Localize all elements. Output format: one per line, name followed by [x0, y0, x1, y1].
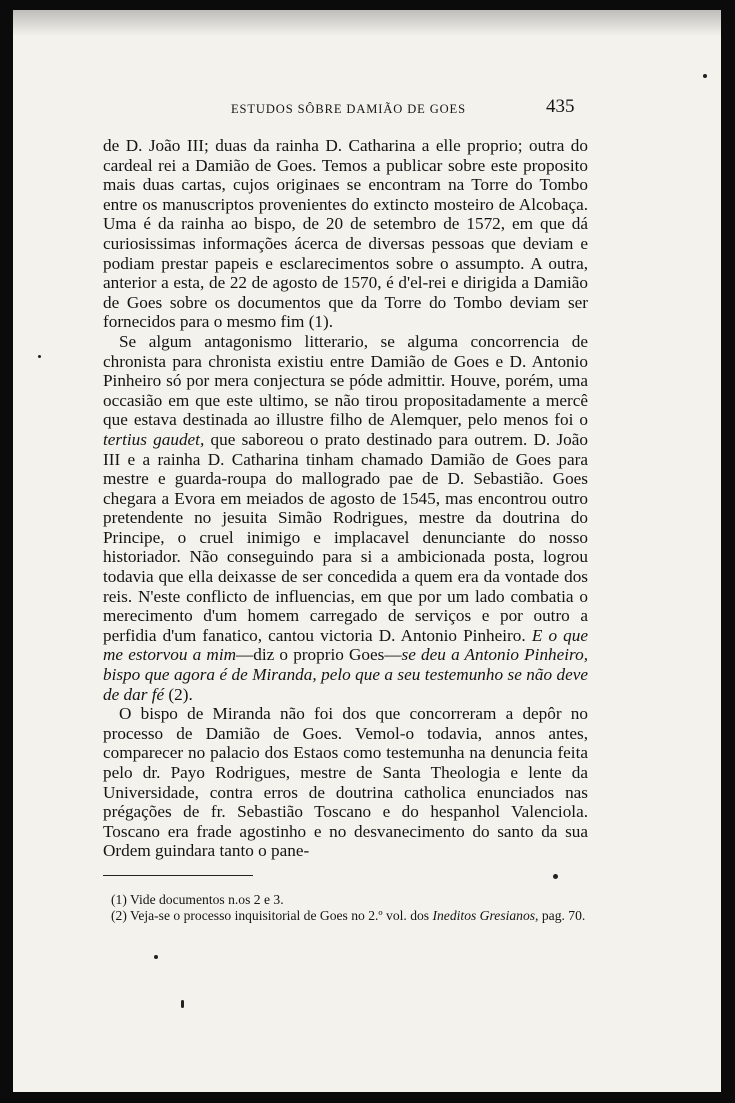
- italic-run: Ineditos Gresianos,: [432, 908, 539, 923]
- text-run: pag. 70.: [538, 908, 586, 923]
- page-header: [13, 96, 721, 124]
- text-run: (2) Veja-se o processo inquisitorial de Goes no 2.º vol. dos: [111, 908, 433, 923]
- ink-speck: [553, 874, 558, 879]
- footnote-rule: [103, 875, 253, 876]
- text-run: Se algum antagonismo litterario, se alguma concorrencia de chronista para chronista existiu entre Damião de Goes e D. Antonio Pinheiro só por mera conjectura se póde admittir. Houve, porém, uma occasião em que este ultimo, se não tirou propositadamente a mercê que estava destinada ao illustre filho de Alemquer, pelo menos foi o: [103, 331, 588, 430]
- text-run: de D. João III; duas da rainha D. Catharina a elle proprio; outra do cardeal rei a Damião de Goes. Temos a publicar sobre este proposito mais duas cartas, cujos originaes se encontram na Torre do Tombo entre os manuscriptos provenientes do extincto mosteiro de Alcobaça. Uma é da rainha ao bispo, de 20 de setembro de 1572, em que dá curiosissimas informações ácerca de diversas pessoas que deviam e podiam prestar papeis e esclarecimentos sobre o assumpto. A outra, anterior a esta, de 22 de agosto de 1570, é d'el-rei e dirigida a Damião de Goes sobre os documentos que da Torre do Tombo deviam ser fornecidos para o mesmo fim (1).: [103, 136, 588, 332]
- text-run: O bispo de Miranda não foi dos que concorreram a depôr no processo de Damião de Goes. Vemol-o todavia, annos antes, comparecer no palacio dos Estaos como testemunha na denuncia feita pelo dr. Payo Rodrigues, mestre de Santa Theologia e lente da Universidade, contra erros de doutrina catholica enunciados nas prégações de fr. Sebastião Toscano e do hespanhol Valenciola. Toscano era frade agostinho e no desvanecimento do santo da sua Ordem guindara tanto o pane-: [103, 704, 588, 861]
- body-text: [103, 136, 588, 861]
- book-page: [13, 10, 721, 1092]
- footnote: [103, 892, 588, 908]
- text-run: (1) Vide documentos n.os 2 e 3.: [111, 892, 284, 907]
- footnotes: [103, 892, 588, 924]
- italic-run: E o que me estorvou a mim: [103, 625, 588, 665]
- ink-speck: [181, 1000, 184, 1008]
- footnote: [103, 908, 588, 924]
- text-run: que saboreou o prato destinado para outrem. D. João III e a rainha D. Catharina tinham chamado Damião de Goes para mestre e guarda-roupa do mallogrado pae de D. Sebastião. Goes chegara a Evora em meiados de agosto de 1545, mas encontrou outro pretendente no jesuita Simão Rodrigues, mestre da doutrina do Principe, o cruel inimigo e implacavel denunciante do nosso historiador. Não conseguindo para si a ambicionada posta, logrou todavia que ella deixasse de ser concedida a quem era da vontade dos reis. N'este conflicto de influencias, em que por um lado combatia o merecimento d'um homem carregado de serviços e por outro a perfidia d'um fanatico, cantou victoria D. Antonio Pinheiro.: [103, 429, 588, 645]
- running-head: ESTUDOS SÔBRE DAMIÃO DE GOES: [231, 102, 466, 116]
- italic-run: tertius gaudet,: [103, 429, 205, 449]
- paragraph: [103, 704, 588, 861]
- text-run: (2).: [164, 684, 193, 704]
- ink-speck: [703, 74, 707, 78]
- text-run: —diz o proprio Goes—: [236, 645, 402, 665]
- italic-run: se deu a Antonio Pinheiro, bispo que agora é de Miranda, pelo que a seu testemunho se não deve de dar fé: [103, 645, 588, 704]
- page-number: 435: [546, 96, 575, 117]
- paragraph: [103, 136, 588, 332]
- ink-speck: [154, 955, 158, 959]
- ink-speck: [38, 355, 41, 358]
- paragraph: [103, 332, 588, 704]
